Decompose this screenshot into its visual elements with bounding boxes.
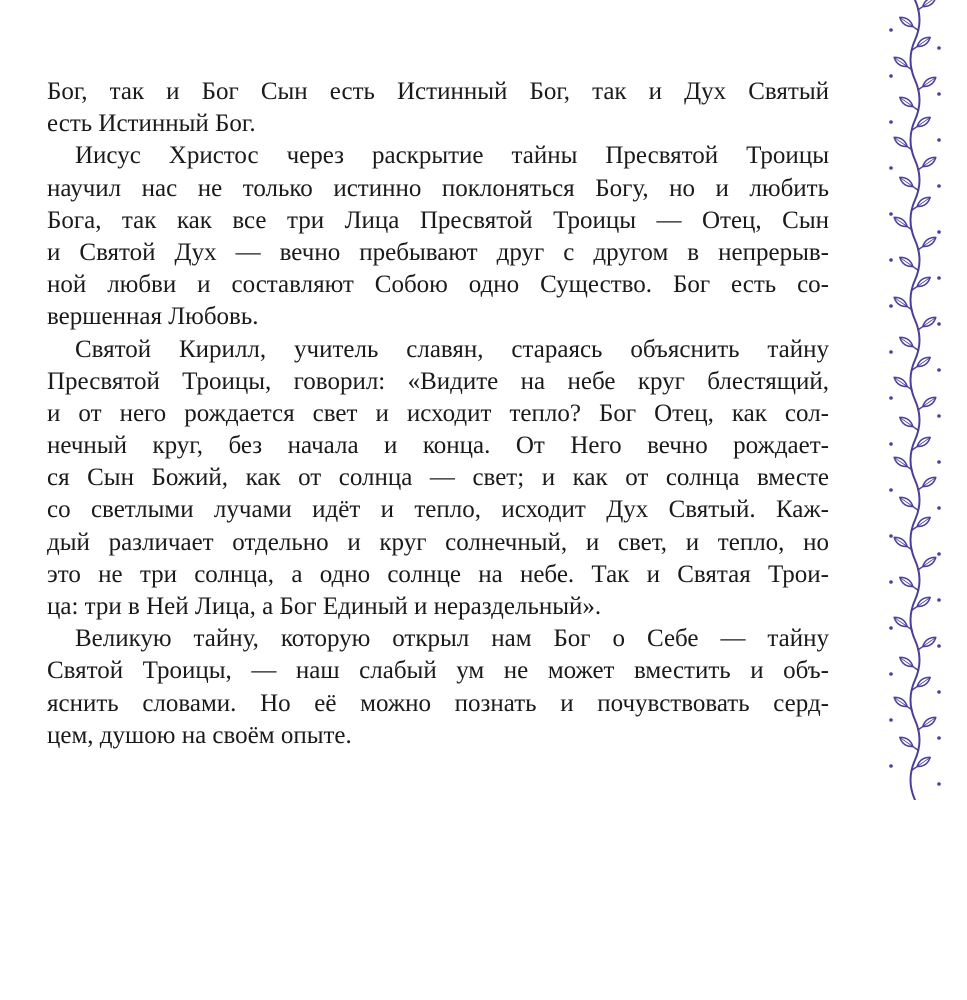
text-line: и Святой Дух — вечно пребывают друг с другом в непрерыв- [47, 238, 829, 266]
vine-dot [937, 460, 941, 464]
vine-dot [889, 28, 893, 32]
text-line: нечный круг, без начала и конца. От Него вечно рождает- [47, 432, 829, 460]
vine-leaf [898, 735, 919, 753]
vine-dot [937, 506, 941, 510]
text-line: это не три солнца, а одно солнце на небе. Так и Святая Трои- [47, 560, 829, 588]
vine-leaf [898, 175, 919, 193]
vine-leaf [898, 95, 919, 113]
vine-dot [889, 488, 893, 492]
vine-dot [937, 92, 941, 96]
vine-dot [889, 764, 893, 768]
text-line: вершенная Любовь. [47, 303, 259, 331]
vine-dot [889, 166, 893, 170]
vine-dot [889, 442, 893, 446]
text-line: Святой Кирилл, учитель славян, стараясь объяснить тайну [75, 335, 829, 363]
vine-dot [937, 644, 941, 648]
text-line: ной любви и составляют Собою одно Существо. Бог есть со- [47, 271, 829, 299]
text-line: Иисус Христос через раскрытие тайны Пресвятой Троицы [75, 142, 829, 170]
text-line: ца: три в Ней Лица, а Бог Единый и нераздельный». [47, 593, 602, 620]
vine-dot [889, 626, 893, 630]
vine-dot [937, 230, 941, 234]
text-line: со светлыми лучами идёт и тепло, исходит Дух Святый. Каж- [47, 496, 829, 524]
text-line: есть Истинный Бог. [47, 110, 256, 138]
vine-leaf [898, 495, 919, 513]
text-line: Пресвятой Троицы, говорил: «Видите на небе круг блестящий, [47, 367, 829, 395]
vine-dot [889, 258, 893, 262]
text-line: дый различает отдельно и круг солнечный, и свет, и тепло, но [47, 528, 829, 556]
vine-dot [889, 74, 893, 78]
vine-dot [937, 322, 941, 326]
vine-leaf [898, 335, 919, 353]
text-line: цем, душою на своём опыте. [47, 721, 352, 749]
text-line: ся Сын Божий, как от солнца — свет; и как от солнца вместе [47, 464, 829, 492]
vine-border-ornament-icon [870, 0, 960, 800]
vine-dot [889, 580, 893, 584]
vine-dot [937, 690, 941, 694]
vine-leaf [898, 655, 919, 673]
vine-dot [937, 552, 941, 556]
text-line: яснить словами. Но её можно познать и почувствовать серд- [47, 689, 829, 717]
vine-dot [889, 534, 893, 538]
vine-dot [937, 46, 941, 50]
vine-stem [911, 0, 920, 800]
vine-dot [889, 396, 893, 400]
body-text [47, 76, 829, 752]
vine-leaf [898, 255, 919, 273]
vine-dot [937, 138, 941, 142]
text-line: Великую тайну, которую открыл нам Бог о Себе — тайну [75, 625, 829, 653]
vine-dot [889, 718, 893, 722]
vine-dot [937, 414, 941, 418]
vine-leaf [898, 15, 919, 33]
vine-dot [937, 598, 941, 602]
vine-leaf [898, 415, 919, 433]
vine-dot [889, 350, 893, 354]
vine-dot [937, 368, 941, 372]
vine-dot [889, 672, 893, 676]
text-line: Бог, так и Бог Сын есть Истинный Бог, так и Дух Святый [47, 78, 829, 105]
vine-dot [937, 736, 941, 740]
vine-dot [937, 276, 941, 280]
vine-leaf [898, 575, 919, 593]
vine-dot [889, 212, 893, 216]
text-line: научил нас не только истинно поклоняться Богу, но и любить [47, 174, 829, 202]
text-line: Бога, так как все три Лица Пресвятой Троицы — Отец, Сын [47, 206, 829, 234]
vine-dot [889, 304, 893, 308]
text-line: и от него рождается свет и исходит тепло? Бог Отец, как сол- [47, 399, 829, 427]
vine-dot [889, 120, 893, 124]
vine-dot [937, 184, 941, 188]
text-line: Святой Троицы, — наш слабый ум не может вместить и объ- [47, 657, 829, 685]
vine-dot [937, 782, 941, 786]
